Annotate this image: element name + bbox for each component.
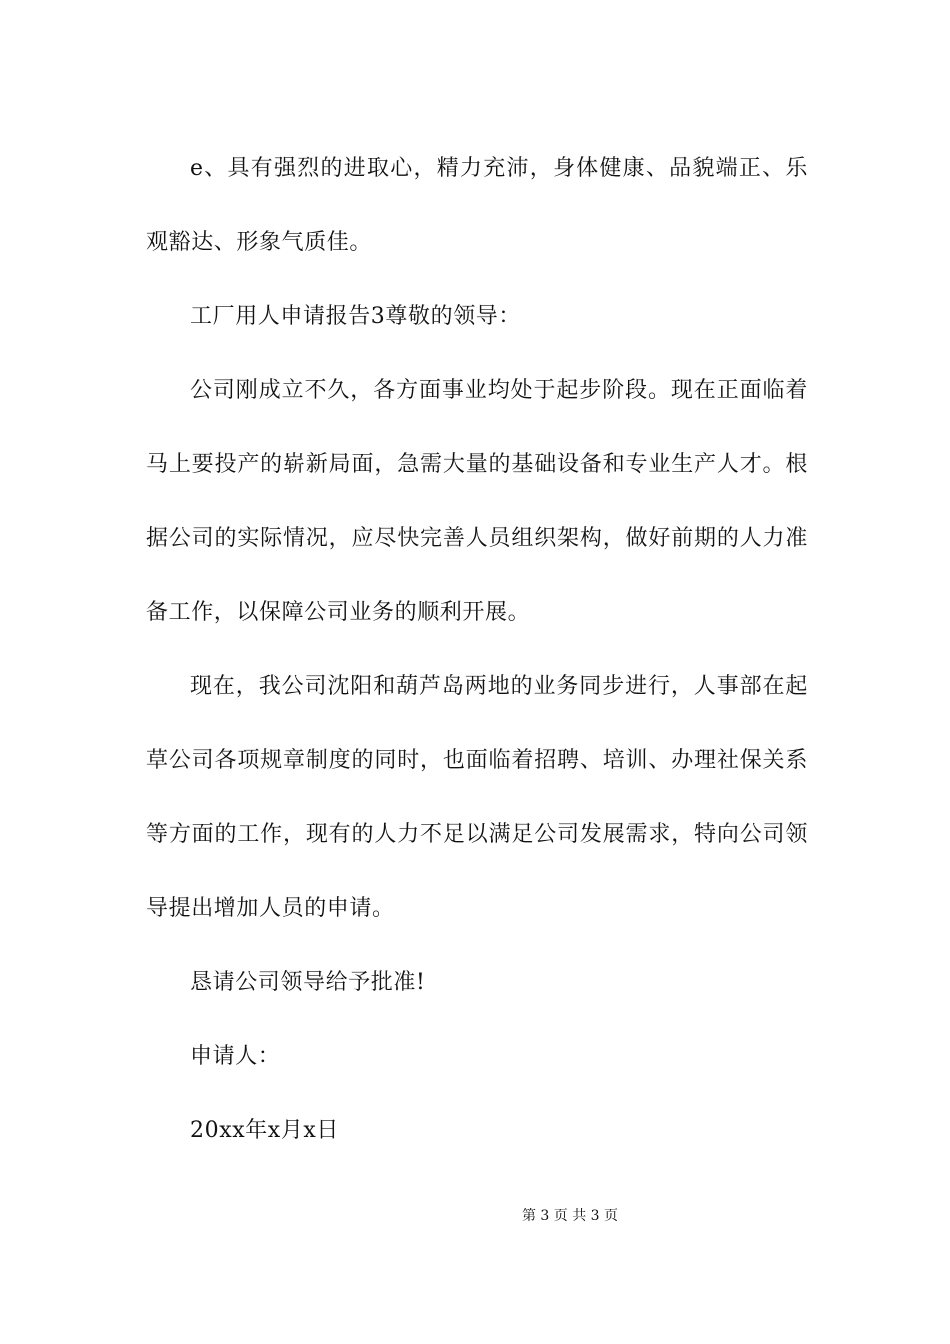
paragraph-staffing-request: 现在，我公司沈阳和葫芦岛两地的业务同步进行，人事部在起草公司各项规章制度的同时，也面临着招聘、培训、办理社保关系等方面的工作，现有的人力不足以满足公司发展需求，特向公司领导提出增加人员的申请。 — [146, 674, 808, 921]
document-body — [146, 132, 808, 1168]
page-number: 第 3 页 共 3 页 — [521, 1208, 619, 1224]
paragraph-report-heading: 工厂用人申请报告3尊敬的领导： — [190, 304, 521, 329]
paragraph-requirement-e: e、具有强烈的进取心，精力充沛，身体健康、品貌端正、乐观豁达、形象气质佳。 — [146, 156, 808, 255]
paragraph-applicant: 申请人： — [190, 1044, 281, 1069]
paragraph-date: 20xx年x月x日 — [190, 1118, 340, 1143]
page-footer — [0, 1206, 950, 1226]
paragraph-company-status: 公司刚成立不久，各方面事业均处于起步阶段。现在正面临着马上要投产的崭新局面，急需大量的基础设备和专业生产人才。根据公司的实际情况，应尽快完善人员组织架构，做好前期的人力准备工作，以保障公司业务的顺利开展。 — [146, 378, 808, 625]
paragraph-approval-request: 恳请公司领导给予批准! — [190, 970, 426, 995]
